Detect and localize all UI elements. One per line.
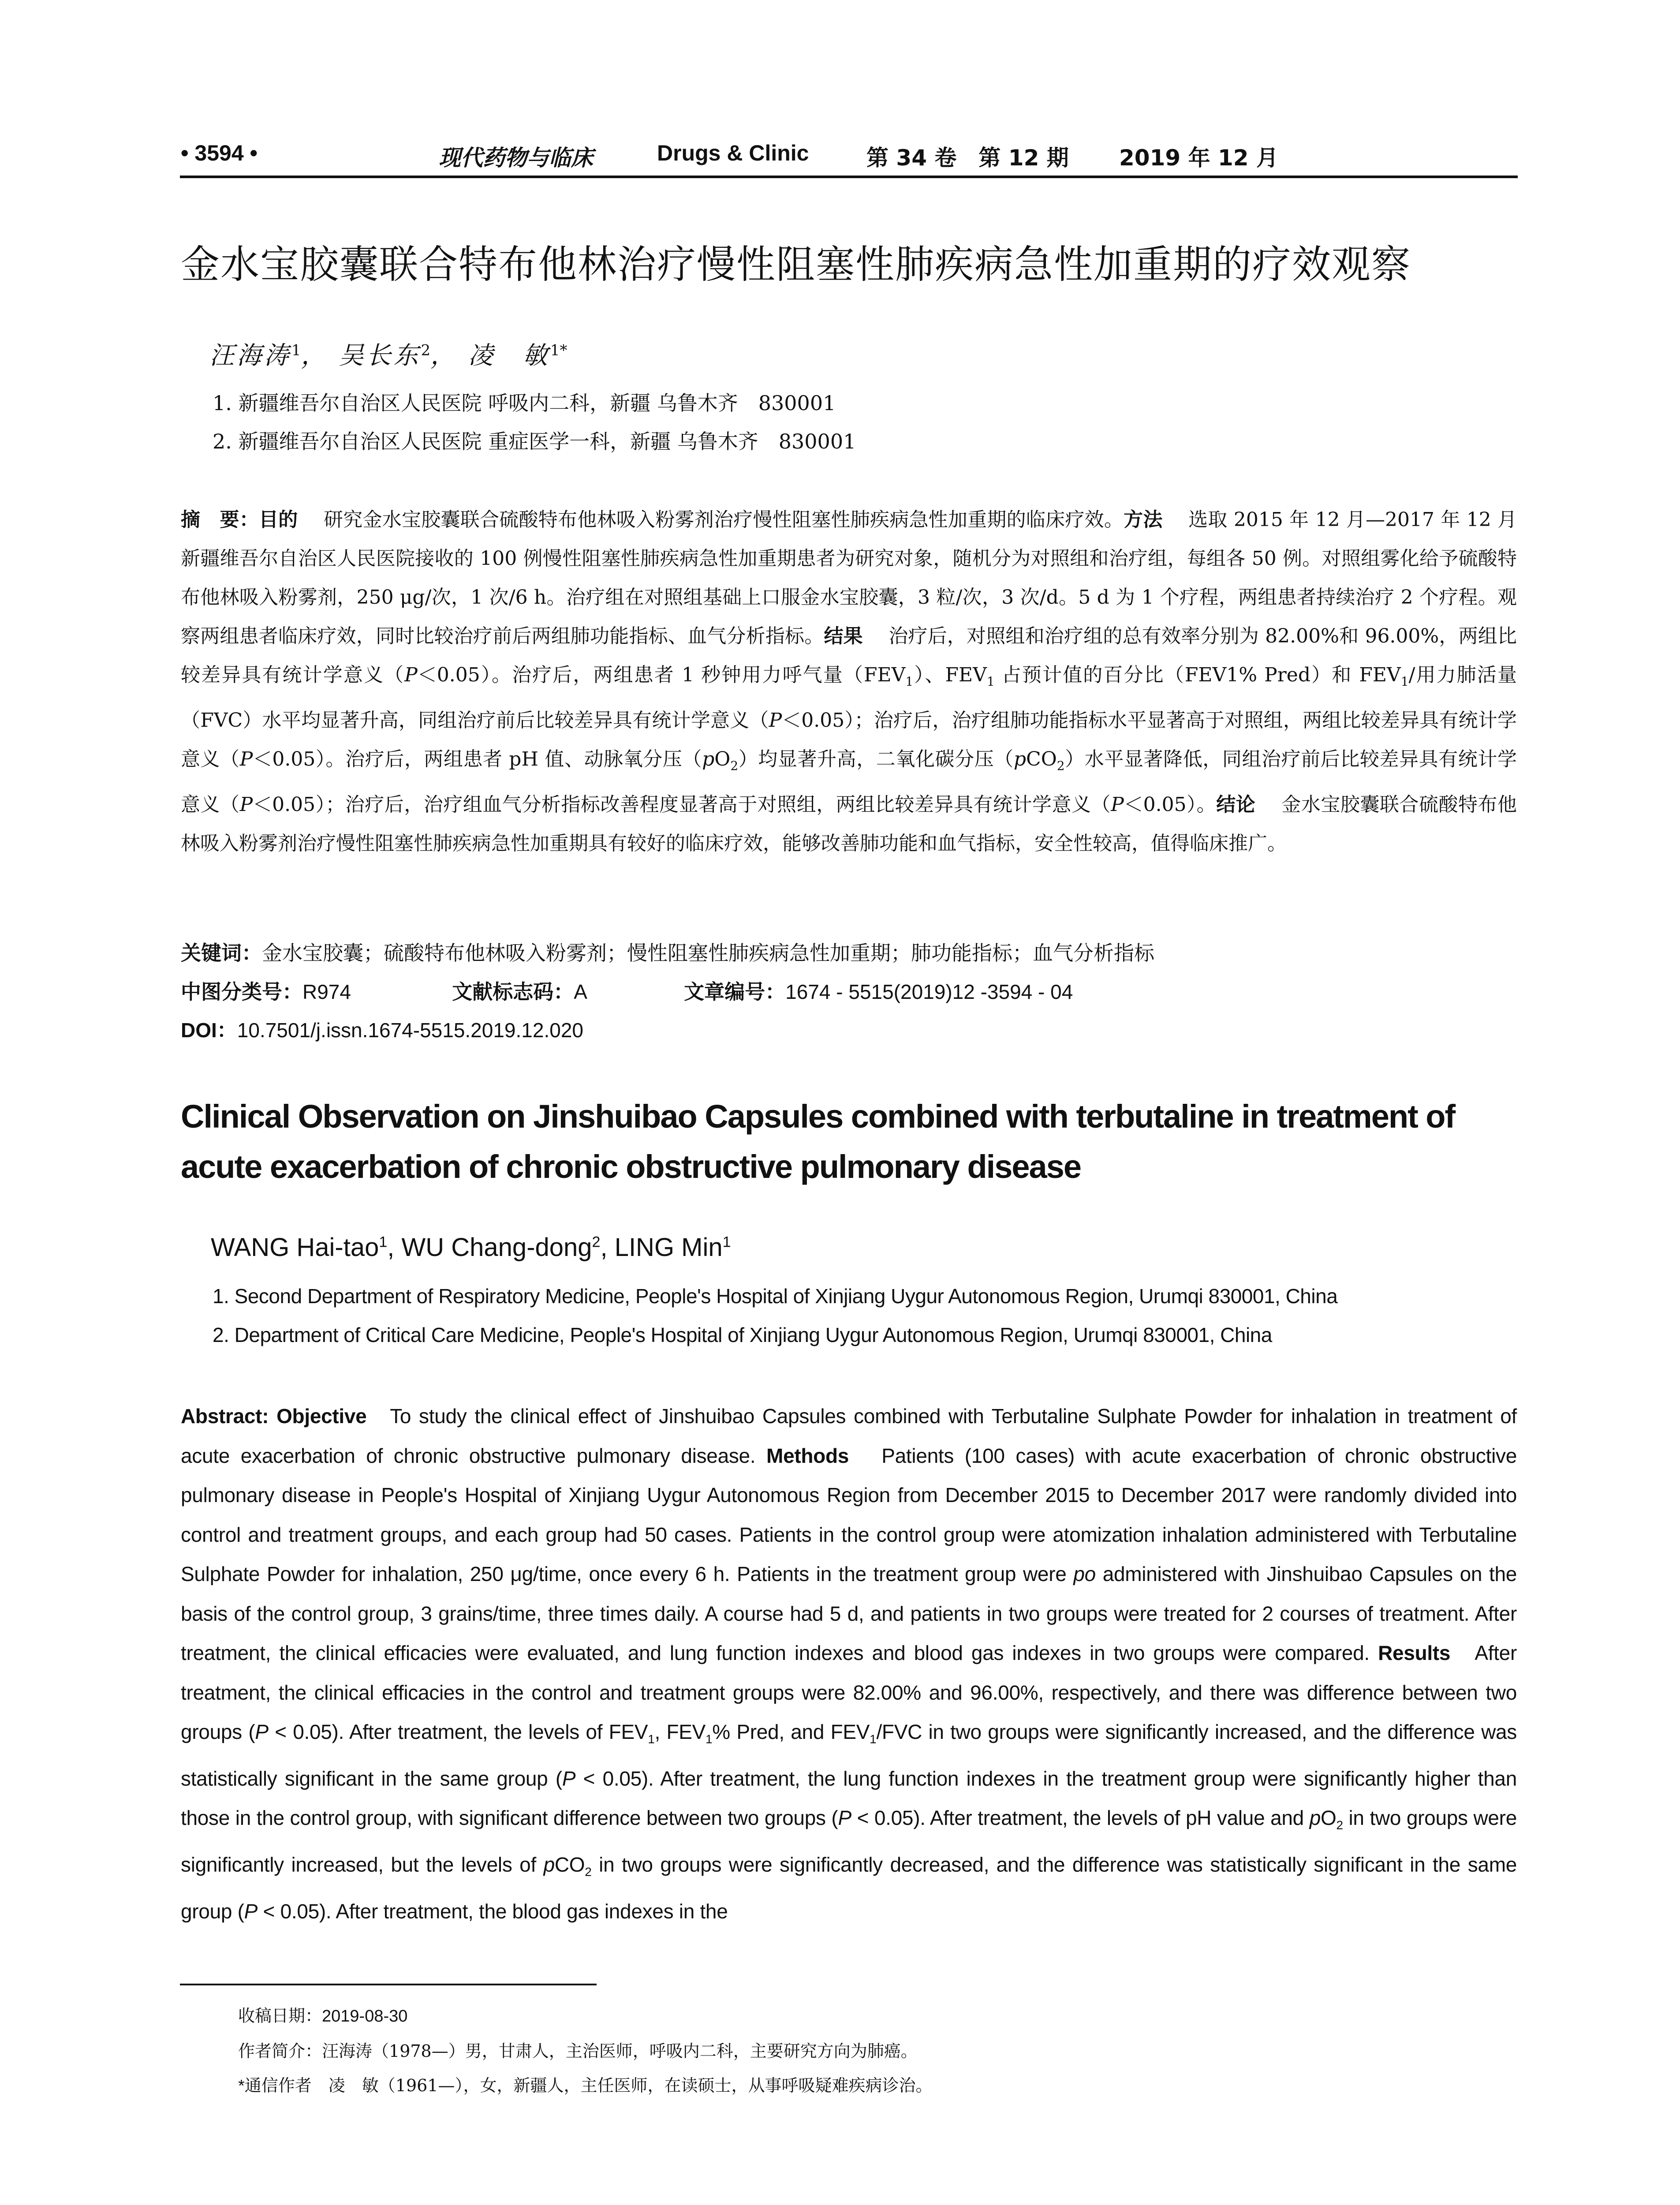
article-no-label: 文章编号： (684, 980, 786, 1003)
cn-author: 凌 敏 (468, 341, 550, 370)
cn-objective-text: 研究金水宝胶囊联合硫酸特布他林吸入粉雾剂治疗慢性阻塞性肺疾病急性加重期的临床疗效。 (323, 508, 1124, 531)
subscript: 2 (730, 758, 739, 773)
cn-conclusion-text: 金水宝胶囊联合硫酸特布他林吸入粉雾剂治疗慢性阻塞性肺疾病急性加重期具有较好的临床疗效，能够改善肺功能和血气指标，安全性较高，值得临床推广。 (181, 793, 1517, 855)
cn-results-text: ）均显著升高，二氧化碳分压（ (738, 747, 1014, 770)
en-results-text: in two groups were significantly decreased, and the difference was statistically significant in the same group ( (181, 1853, 1517, 1923)
clc-label: 中图分类号： (181, 980, 302, 1003)
doi-line (181, 1014, 583, 1043)
cn-results-text: ＜0.05）。 (1124, 793, 1217, 816)
pco2-italic-p: p (1013, 747, 1027, 770)
p-symbol: P (1111, 793, 1124, 816)
p-symbol: P (838, 1806, 851, 1830)
p-symbol: P (562, 1767, 576, 1790)
en-results-label: Results (1378, 1641, 1451, 1664)
en-results-text: < 0.05). After treatment, the levels of pH value and (851, 1806, 1310, 1830)
footnote-author (238, 2037, 918, 2062)
po2-o: O (1321, 1806, 1337, 1830)
en-affiliation: 2. Department of Critical Care Medicine, People's Hospital of Xinjiang Uygur Autonomous Region, Urumqi 830001, China (213, 1323, 1272, 1346)
subscript: 1 (706, 1732, 713, 1746)
en-results-text: % Pred, and FEV (712, 1720, 870, 1743)
subscript: 1 (986, 674, 995, 689)
cn-affiliation: 1. 新疆维吾尔自治区人民医院 呼吸内二科，新疆 乌鲁木齐 830001 (213, 391, 836, 415)
journal-name-en: Drugs & Clinic (657, 141, 809, 165)
doi-value[interactable]: 10.7501/j.issn.1674-5515.2019.12.020 (237, 1019, 583, 1042)
en-methods-text: Patients (100 cases) with acute exacerbation of chronic obstructive pulmonary disease in People's Hospital of Xinjiang Uygur Autonomous Region from December 2015 to December 2017 were randomly divided into control and treatment groups, and each group had 50 cases. Patients in the control group were atomization inhalation administered with Terbutaline Sulphate Powder for inhalation, 250 μg/time, once every 6 h. Patients in the treatment group were (181, 1444, 1517, 1585)
en-abstract-label: Abstract: Objective (181, 1405, 367, 1428)
subscript: 2 (585, 1865, 592, 1879)
received-label: 收稿日期： (238, 2007, 322, 2026)
cn-results-text: ＜0.05）。治疗后，两组患者 pH 值、动脉氧分压（ (253, 747, 702, 770)
cn-author: 汪海涛 (209, 341, 291, 370)
cn-methods-label: 方法 (1124, 509, 1163, 531)
cn-abstract (181, 501, 1517, 863)
en-methods-text: administered with Jinshuibao Capsules on the basis of the control group, 3 grains/time, three times daily. A course had 5 d, and patients in two groups were treated for 2 courses of treatment. After treatment, the clinical efficacies were evaluated, and lung function indexes and blood gas indexes in two groups were compared. (181, 1562, 1517, 1664)
cn-results-text: ＜0.05）；治疗后，治疗组血气分析指标改善程度显著高于对照组，两组比较差异具有统计学意义（ (253, 793, 1111, 816)
en-author: LING Min (614, 1233, 723, 1262)
en-results-text: in two groups were significantly increased, but the levels of (181, 1806, 1517, 1876)
doccode-label: 文献标志码： (452, 980, 574, 1003)
author-affiliation-mark: 1* (550, 341, 567, 359)
page-number: • 3594 • (181, 141, 258, 165)
p-symbol: P (239, 793, 253, 816)
author-affiliation-mark: 2 (421, 341, 431, 359)
keywords-text: 金水宝胶囊；硫酸特布他林吸入粉雾剂；慢性阻塞性肺疾病急性加重期；肺功能指标；血气分析指标 (262, 941, 1154, 965)
cn-results-text: ＜0.05）；治疗后，治疗组肺功能指标水平显著高于对照组，两组比较差异具有统计学意义（ (181, 709, 1517, 770)
en-results-text: < 0.05). After treatment, the levels of FEV (268, 1720, 648, 1743)
cn-results-text: /用力肺活量（FVC）水平均显著升高，同组治疗前后比较差异具有统计学意义（ (181, 664, 1517, 732)
cn-objective-label: 目的 (259, 509, 298, 531)
po-italic: po (1073, 1562, 1096, 1585)
cn-methods-text: 选取 2015 年 12 月—2017 年 12 月新疆维吾尔自治区人民医院接收的 100 例慢性阻塞性肺疾病急性加重期患者为研究对象，随机分为对照组和治疗组，每组各 50 例。对照组雾化给予硫酸特布他林吸入粉雾剂，250 μg/次，1 次/6 h。治疗组在对照组基础上口服金水宝胶囊，3 粒/次，3 次/d。5 d 为 1 个疗程，两组患者持续治疗 2 个疗程。观察两组患者临床疗效，同时比较治疗前后两组肺功能指标、血气分析指标。 (181, 508, 1517, 647)
footnote-received (238, 2002, 407, 2026)
cn-classification (181, 976, 1073, 1005)
author-affiliation-mark: 1 (379, 1233, 388, 1251)
author-affiliation-mark: 1 (722, 1233, 731, 1251)
author-bio-label: 作者简介： (238, 2042, 322, 2061)
doccode-value: A (574, 980, 587, 1003)
po2-o: O (714, 747, 731, 770)
corresponding-label: *通信作者 (238, 2077, 329, 2095)
running-header (181, 140, 1517, 175)
author-affiliation-mark: 2 (592, 1233, 601, 1251)
cn-author: 吴长东 (339, 341, 421, 370)
p-symbol: P (239, 747, 253, 770)
cn-title: 金水宝胶囊联合特布他林治疗慢性阻塞性肺疾病急性加重期的疗效观察 (181, 242, 1411, 287)
en-results-text: /FVC in two groups were significantly increased, and the difference was statistically significant in the same group ( (181, 1720, 1517, 1790)
en-title: Clinical Observation on Jinshuibao Capsules combined with terbutaline in treatment of acute exacerbation of chronic obstructive pulmonary disease (181, 1098, 1455, 1185)
subscript: 2 (1336, 1818, 1343, 1832)
en-objective-text: To study the clinical effect of Jinshuibao Capsules combined with Terbutaline Sulphate Powder for inhalation in treatment of acute exacerbation of chronic obstructive pulmonary disease. (181, 1405, 1517, 1467)
cn-keywords (181, 937, 1154, 966)
en-results-text: < 0.05). After treatment, the lung function indexes in the treatment group were significantly higher than those in the control group, with significant difference between two groups ( (181, 1767, 1517, 1830)
volume-issue: 第 34 卷 第 12 期 (866, 145, 1069, 171)
cn-results-text: 治疗后，对照组和治疗组的总有效率分别为 82.00%和 96.00%，两组比较差异具有统计学意义（ (181, 625, 1517, 686)
cn-abstract-label: 摘 要： (181, 509, 259, 531)
po2-italic-p: p (1309, 1806, 1321, 1830)
p-symbol: P (769, 709, 782, 732)
cn-affiliation: 2. 新疆维吾尔自治区人民医院 重症医学一科，新疆 乌鲁木齐 830001 (213, 430, 856, 453)
article-no-value: 1674 - 5515(2019)12 -3594 - 04 (785, 980, 1073, 1003)
en-author-list: WANG Hai-tao$^1$, WU Chang-dong$^2$, LING Min$^1$ (211, 1233, 731, 1262)
keywords-label: 关键词： (181, 942, 262, 964)
header-rule (180, 176, 1518, 178)
pco2-co: CO (554, 1853, 585, 1876)
cn-results-text: 占预计值的百分比（FEV1% Pred）和 FEV (994, 664, 1401, 686)
cn-results-text: ＜0.05）。治疗后，两组患者 1 秒钟用力呼气量（FEV (417, 664, 906, 686)
cn-conclusion-label: 结论 (1216, 793, 1256, 815)
corresponding-text: 凌 敏（1961—），女，新疆人，主任医师，在读硕士，从事呼吸疑难疾病诊治。 (328, 2076, 933, 2095)
journal-name-cn: 现代药物与临床 (439, 145, 593, 171)
cn-results-label: 结果 (824, 625, 863, 647)
en-author: WANG Hai-tao (211, 1233, 379, 1262)
author-affiliation-mark: 1 (291, 341, 301, 359)
subscript: 1 (905, 674, 914, 689)
po2-italic-p: p (702, 747, 715, 770)
p-symbol: P (244, 1899, 258, 1923)
footnote-corresponding (238, 2072, 933, 2096)
subscript: 2 (1057, 758, 1065, 773)
en-author: WU Chang-dong (401, 1233, 592, 1262)
doi-label: DOI： (181, 1019, 237, 1042)
en-abstract (181, 1397, 1517, 1931)
en-results-text: < 0.05). After treatment, the blood gas indexes in the (258, 1899, 728, 1923)
cn-results-text: ）、FEV (913, 664, 987, 686)
received-date: 2019-08-30 (322, 2007, 408, 2026)
en-affiliation: 1. Second Department of Respiratory Medicine, People's Hospital of Xinjiang Uygur Autonomous Region, Urumqi 830001, China (213, 1285, 1338, 1308)
footnote-rule (180, 1984, 597, 1985)
cn-author-list: 汪海涛$^1$， 吴长东$^2$， 凌 敏$^{1*}$ (209, 341, 567, 370)
p-symbol: P (404, 664, 418, 686)
author-bio-text: 汪海涛（1978—）男，甘肃人，主治医师，呼吸内二科，主要研究方向为肺癌。 (322, 2041, 918, 2061)
p-symbol: P (255, 1720, 269, 1743)
cn-results-text: ）水平显著降低，同组治疗前后比较差异具有统计学意义（ (181, 747, 1517, 816)
clc-value: R974 (302, 980, 351, 1003)
en-methods-label: Methods (766, 1444, 849, 1467)
issue-date: 2019 年 12 月 (1119, 145, 1278, 171)
en-results-text: After treatment, the clinical efficacies in the control and treatment groups were 82.00% and 96.00%, respectively, and there was difference between two groups ( (181, 1641, 1517, 1743)
pco2-italic-p: p (543, 1853, 555, 1876)
subscript: 1 (1400, 674, 1409, 689)
pco2-co: CO (1026, 747, 1057, 770)
subscript: 1 (870, 1732, 877, 1746)
en-results-text: , FEV (654, 1720, 706, 1743)
subscript: 1 (648, 1732, 655, 1746)
